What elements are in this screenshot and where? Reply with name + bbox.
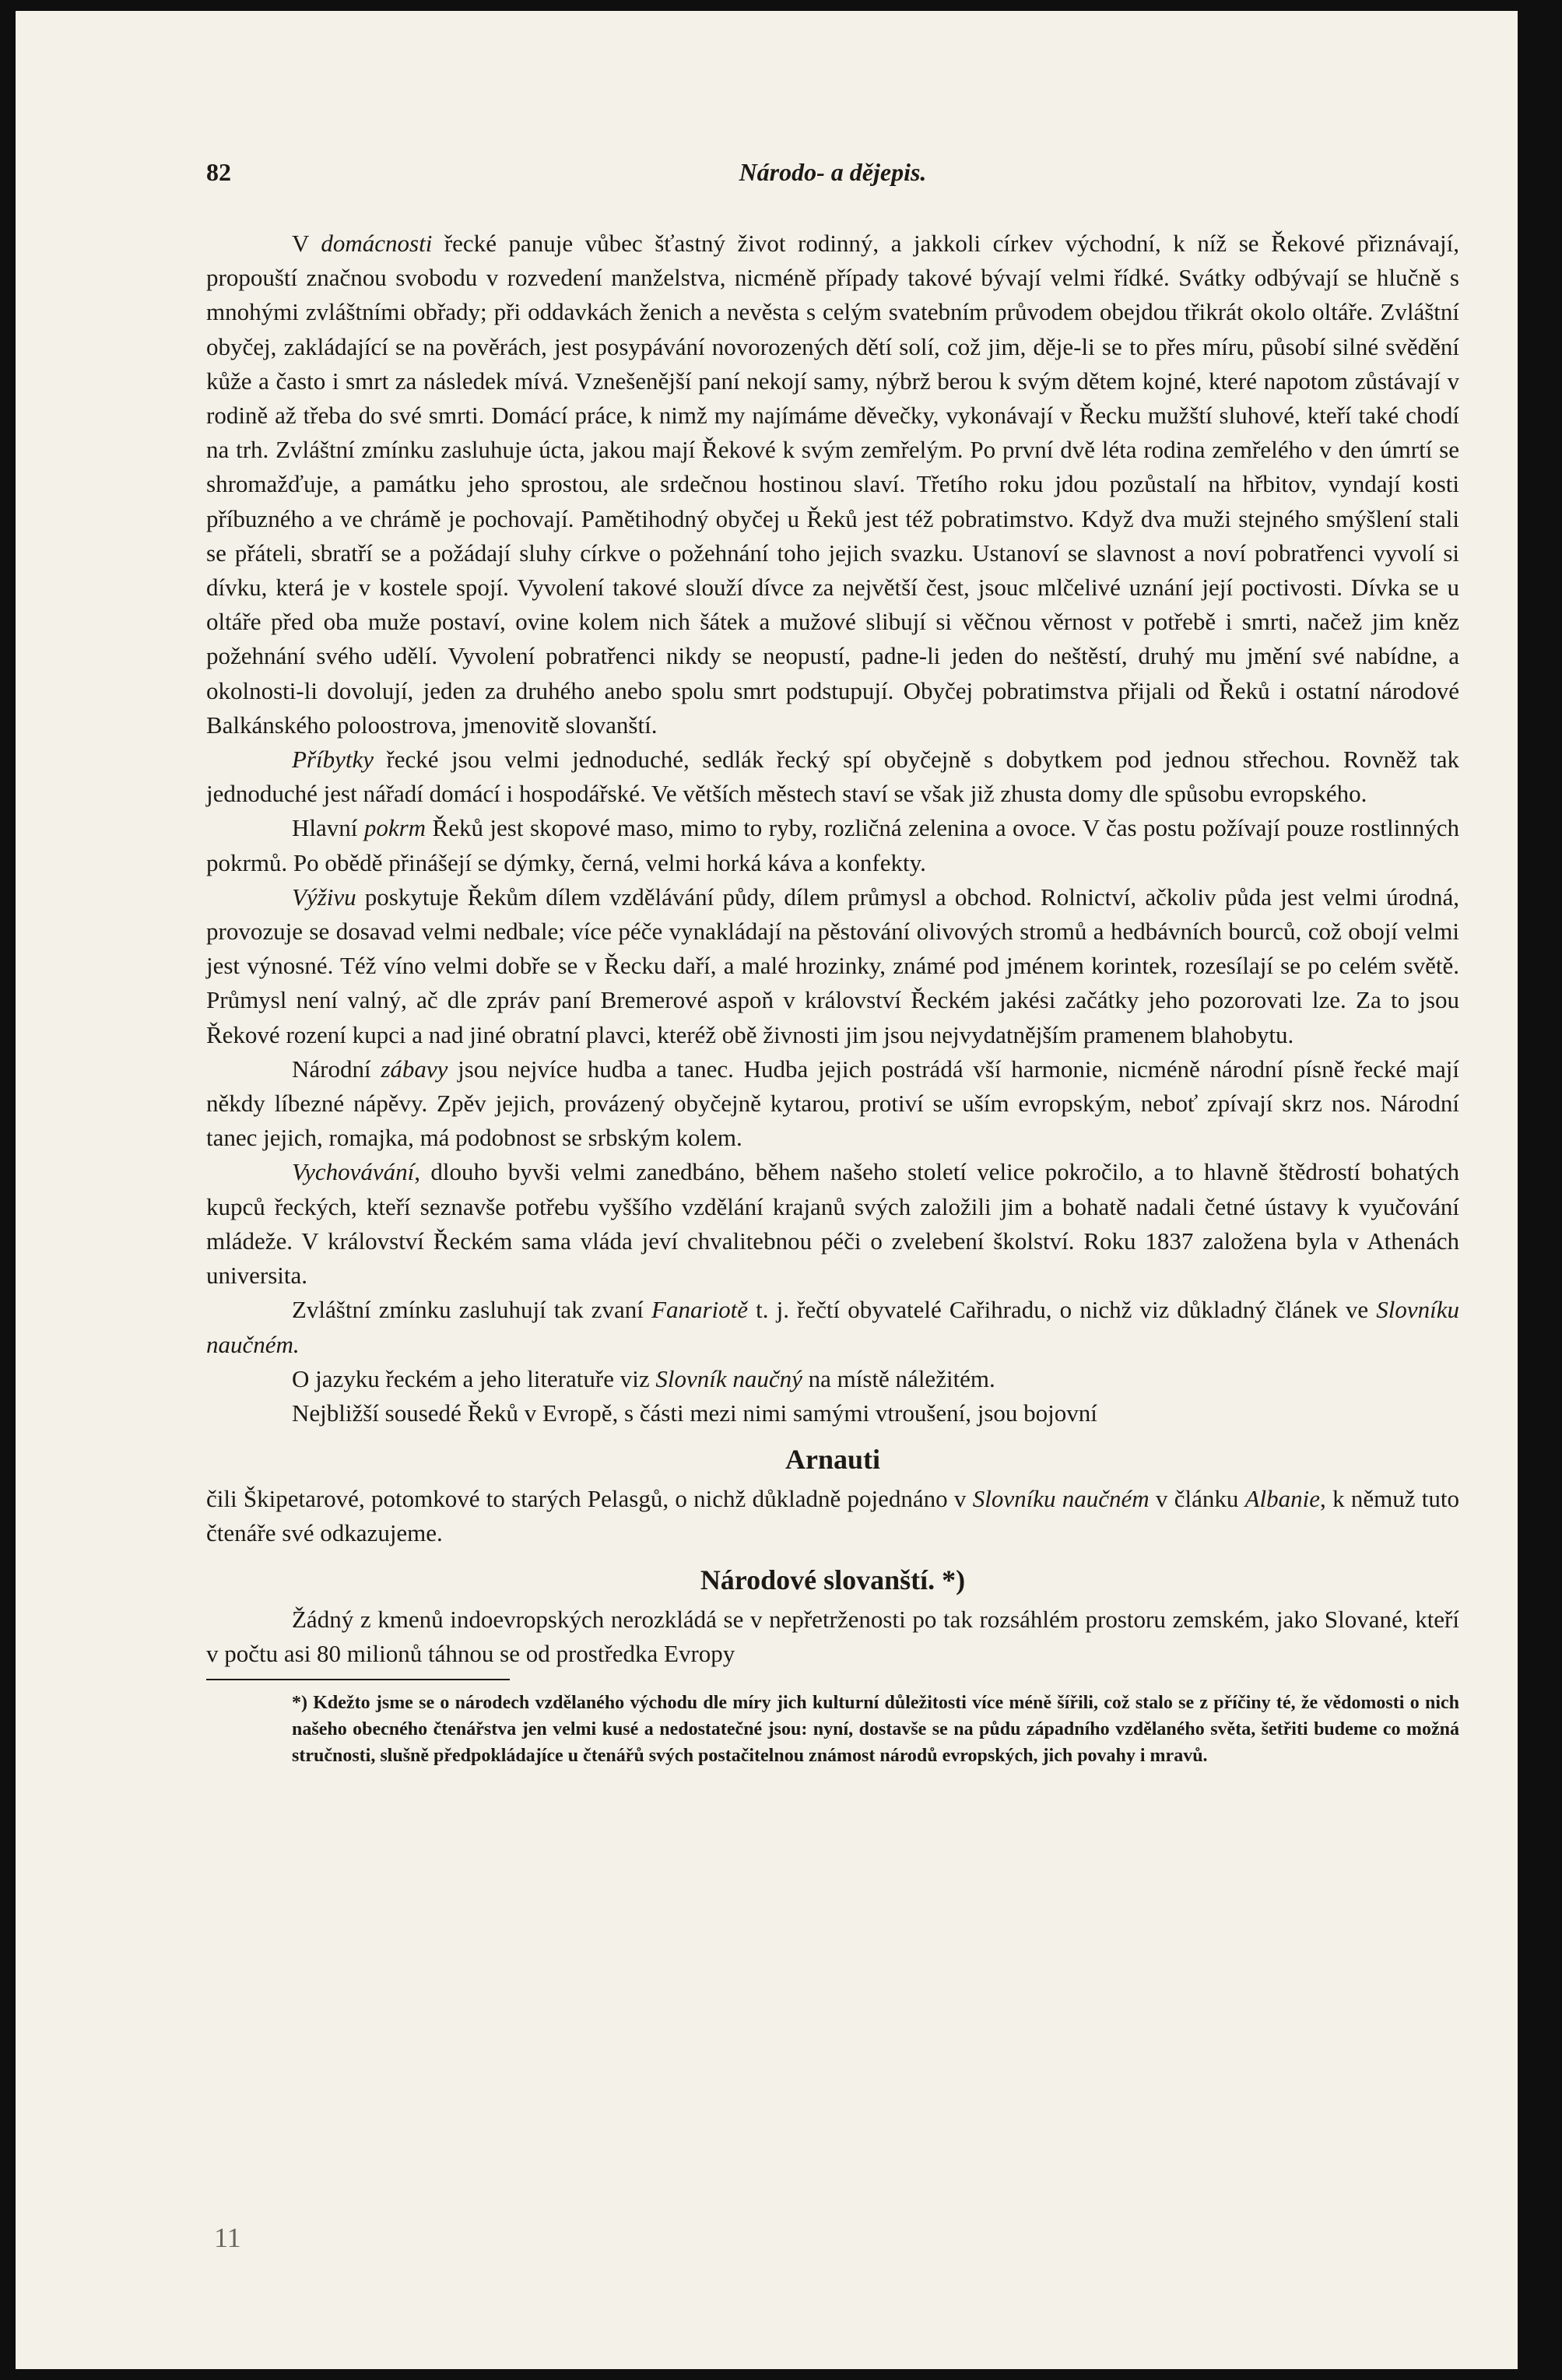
paragraph-pribytky: Příbytky řecké jsou velmi jednoduché, sedlák řecký spí obyčejně s dobytkem pod jednou střechou. Rovněž tak jednoduché jest nářadí domácí i hospodářské. Ve větších městech staví se však již zhusta domy dle spůsobu evropského. [206,746,1459,808]
footnote-separator [206,1679,510,1680]
section-heading-slavs: Národové slovanští. *) [700,1564,966,1595]
running-title: Národo- a dějepis. [739,158,927,186]
emphasis-term: domácnosti [321,230,433,257]
paragraph-vychovavani: Vychovávání, dlouho byvši velmi zanedbáno, během našeho století velice pokročilo, a to hlavně štědrostí bohatých kupců řeckých, kteří seznavše potřebu vyššího vzdělání krajanů svých založili jim a bohatě nadali četné ústavy k vyučování mládeže. V království Řeckém sama vláda jeví chvalitebnou péči o zvelebení školství. Roku 1837 založena byla v Athenách universita. [206,1158,1459,1290]
page-number: 82 [206,158,231,186]
paragraph-slovane: Žádný z kmenů indoevropských nerozkládá se v nepřetrženosti po tak rozsáhlém prostoru zemském, jako Slované, kteří v počtu asi 80 milionů táhnou se od prostředka Evropy [206,1605,1459,1667]
emphasis-term: Vychovávání [292,1158,415,1186]
emphasis-term: Fanariotě [651,1296,749,1324]
emphasis-term: Výživu [292,883,356,911]
paragraph-zabavy: Národní zábavy jsou nejvíce hudba a tanec. Hudba jejich postrádá vší harmonie, nicméně národní písně řecké mají někdy líbezné nápěvy. Zpěv jejich, provázený obyčejně kytarou, protiví se uším evropským, neboť zpívají skrz nos. Národní tanec jejich, romajka, má podobnost se srbským kolem. [206,1055,1459,1152]
emphasis-term: Slovníku naučném. [206,1296,1459,1358]
paragraph-jazyk: O jazyku řeckém a jeho literatuře viz Slovník naučný na místě náležitém. [292,1364,995,1392]
paragraph-domacnost: V domácnosti řecké panuje vůbec šťastný život rodinný, a jakkoli církev východní, k níž se Řekové přiznávají, propouští značnou svobodu v rozvedení manželstva, nicméně případy takové bývají velmi řídké. Svátky odbývají se hlučně s mnohými zvláštními obřady; při oddavkách ženich a nevěsta s celým svatebním průvodem obejdou třikrát okolo oltáře. Zvláštní obyčej, zakládající se na pověrách, jest posypávání novorozených dětí solí, což jim, děje-li se to přes míru, působí silné svědění kůže a často i smrt za následek mívá. Vznešenější paní nekojí samy, nýbrž berou k svým dětem kojné, které napotom zůstávají v rodině až třeba do své smrti. Domácí práce, k nimž my najímáme děvečky, vykonávají v Řecku mužští sluhové, kteří také chodí na trh. Zvláštní zmínku zasluhuje úcta, jakou mají Řekové k svým zemřelým. Po první dvě léta rodina zemřelého v den úmrtí se shromažďuje, a památku jeho sprostou, ale srdečnou hostinou slaví. Třetího roku jdou pozůstalí na hřbitov, vyndají kosti příbuzného a ve chrámě je pochovají. Pamětihodný obyčej u Řeků jest též pobratimstvo. Když dva muži stejného smýšlení stali se přáteli, sbratří se a požádají sluhy církve o požehnání toho jejich svazku. Ustanoví se slavnost a noví pobratřenci vyvolí si dívku, která je v kostele spojí. Vyvolení takové slouží dívce za největší čest, jsouc mlčelivé uznání její poctivosti. Dívka se u oltáře před oba muže postaví, ovine kolem nich šátek a mužové slibují si věčnou věrnost v potřebě i smrti, načež jim kněz požehnání svého udělí. Vyvolení pobratřenci nikdy se neopustí, padne-li jeden do neštěstí, druhý mu jmění své nabídne, a okolnosti-li dovolují, jeden za druhého anebo spolu smrt podstupují. Obyčej pobratimstva přijali od Řeků i ostatní národové Balkánského poloostrova, jmenovitě slovanští. [206,230,1460,739]
page-scan [16,11,1518,2369]
paragraph-sousede: Nejbližší sousedé Řeků v Evropě, s části mezi nimi samými vtroušení, jsou bojovní [292,1399,1097,1427]
emphasis-term: Albanie [1244,1485,1321,1513]
paragraph-skipetarove: čili Škipetarové, potomkové to starých Pelasgů, o nichž důkladně pojednáno v Slovníku naučném v článku Albanie, k němuž tuto čtenáře své odkazujeme. [206,1485,1459,1547]
footnote: *) Kdežto jsme se o národech vzdělaného východu dle míry jich kulturní důležitosti více méně šířili, což stalo se z příčiny té, že vědomosti o nich našeho obecného čtenářstva jen velmi kusé a nedostatečné jsou: nyní, dostavše se na půdu západního vzdělaného světa, šetřiti budeme co možná stručnosti, slušně předpokládajíce u čtenářů svých postačitelnou známost národů evropských, jich povahy i mravů. [292,1692,1459,1766]
section-heading-arnauti: Arnauti [785,1444,880,1476]
emphasis-term: pokrm [363,814,426,842]
page-content [206,155,1459,1769]
signature-mark: 11 [214,2222,241,2253]
emphasis-term: Slovníku naučném [972,1485,1150,1513]
paragraph-fanarioti: Zvláštní zmínku zasluhují tak zvaní Fanariotě t. j. řečtí obyvatelé Cařihradu, o nichž viz důkladný článek ve Slovníku naučném. [206,1296,1459,1358]
paragraph-pokrm: Hlavní pokrm Řeků jest skopové maso, mimo to ryby, rozličná zelenina a ovoce. V čas postu požívají pouze rostlinných pokrmů. Po obědě přinášejí se dýmky, černá, velmi horká káva a konfekty. [206,814,1459,876]
page-header [206,155,1459,191]
emphasis-term: zábavy [381,1055,448,1083]
paragraph-vyziva: Výživu poskytuje Řekům dílem vzdělávání půdy, dílem průmysl a obchod. Rolnictví, ačkoliv půda jest velmi úrodná, provozuje se dosavad velmi nedbale; více péče vynakládají na pěstování olivových stromů a hedbávních bourců, což obojí velmi jest výnosné. Též víno velmi dobře se v Řecku daří, a malé hrozinky, známé pod jménem korintek, rozesílají se po celém světě. Průmysl není valný, ač dle zpráv paní Bremerové aspoň v království Řeckém jakési začátky jeho pozorovati lze. Za to jsou Řekové rození kupci a nad jiné obratní plavci, kteréž obě živnosti jim jsou nejvydatnějším pramenem blahobytu. [206,883,1459,1048]
emphasis-term: Příbytky [292,746,374,774]
emphasis-term: Slovník naučný [655,1364,802,1392]
